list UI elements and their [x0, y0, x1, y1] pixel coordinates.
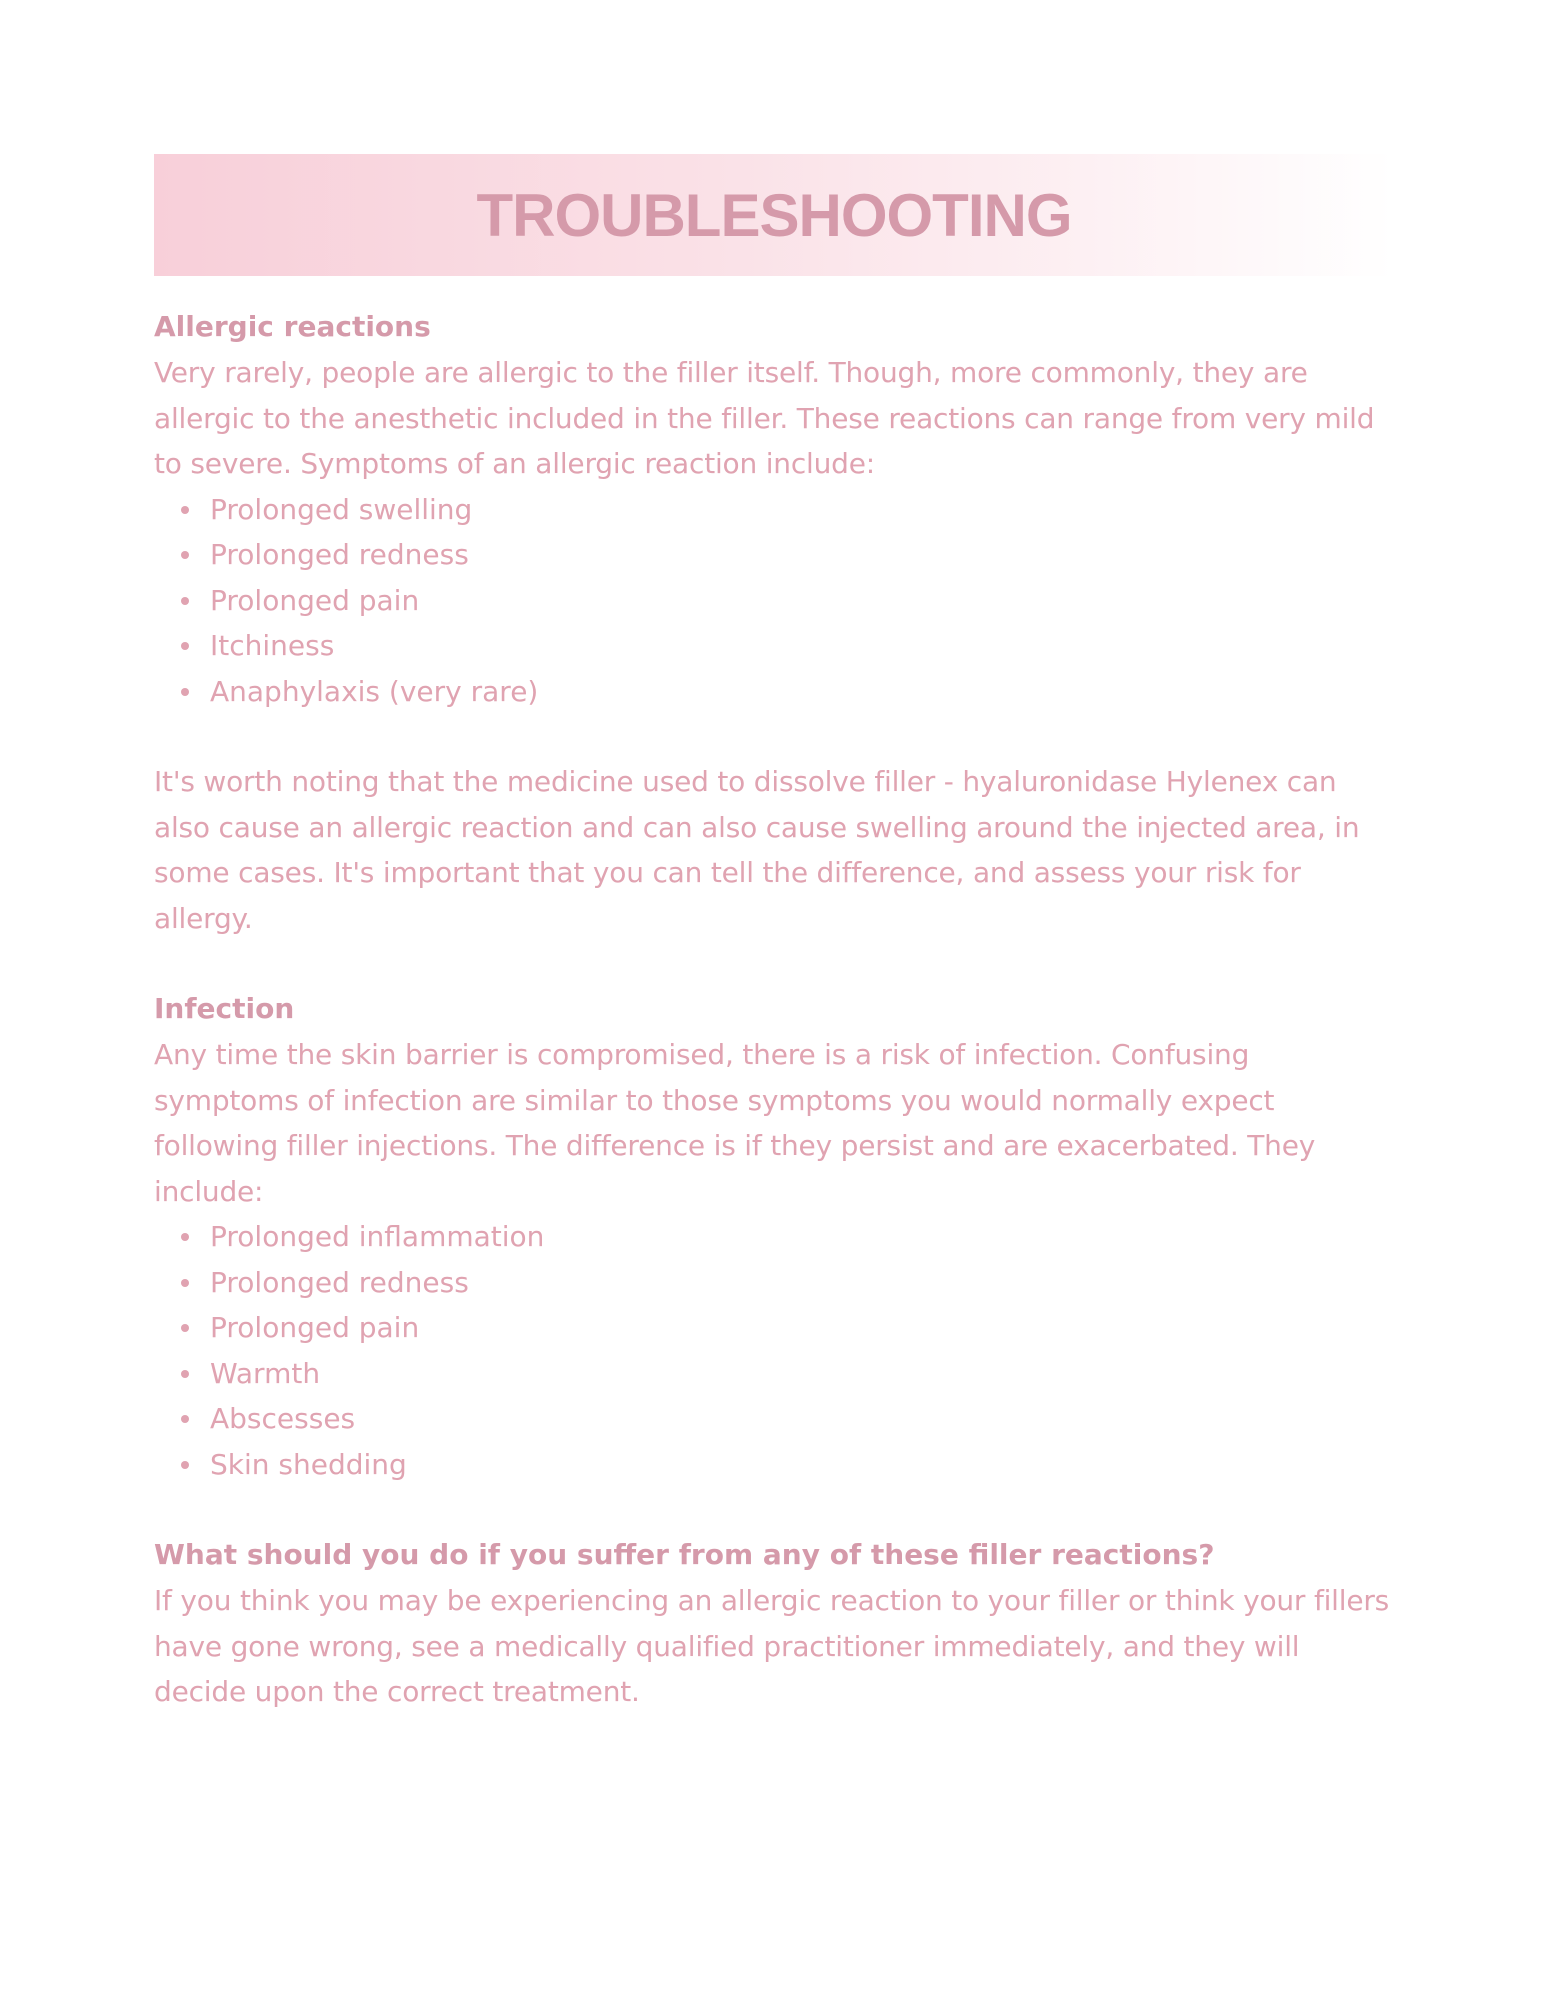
section-allergic-reactions — [154, 304, 1394, 941]
list-item: Abscesses — [210, 1396, 1394, 1442]
infection-symptom-list — [154, 1214, 1394, 1487]
document-page — [154, 154, 1394, 1715]
list-item: Warmth — [210, 1351, 1394, 1397]
page-title: TROUBLESHOOTING — [476, 181, 1072, 249]
list-item: Prolonged swelling — [210, 487, 1394, 533]
section-heading-allergic: Allergic reactions — [154, 310, 431, 343]
list-item: Prolonged pain — [210, 578, 1394, 624]
list-item: Itchiness — [210, 623, 1394, 669]
allergic-note-paragraph: It's worth noting that the medicine used to dissolve filler - hyaluronidase Hylenex can also cause an allergic reaction and can also cause swelling around the injected area, in some cases. It's important that you can tell the difference, and assess your risk for allergy. — [154, 765, 1360, 935]
infection-intro-paragraph: Any time the skin barrier is compromised, there is a risk of infection. Confusing symptoms of infection are similar to those symptoms you would normally expect following filler injections. The difference is if they persist and are exacerbated. They include: — [154, 1038, 1316, 1208]
list-item: Skin shedding — [210, 1442, 1394, 1488]
section-heading-infection: Infection — [154, 992, 295, 1025]
section-infection — [154, 986, 1394, 1487]
list-item: Prolonged redness — [210, 1260, 1394, 1306]
list-item: Prolonged inflammation — [210, 1214, 1394, 1260]
section-heading-action: What should you do if you suffer from any of these filler reactions? — [154, 1538, 1215, 1571]
allergic-intro-paragraph: Very rarely, people are allergic to the filler itself. Though, more commonly, they are allergic to the anesthetic included in the filler. These reactions can range from very mild to severe. Symptoms of an allergic reaction include: — [154, 356, 1375, 480]
section-what-to-do — [154, 1532, 1394, 1715]
allergic-symptom-list — [154, 487, 1394, 715]
title-banner — [154, 154, 1394, 276]
list-item: Prolonged pain — [210, 1305, 1394, 1351]
action-body-paragraph: If you think you may be experiencing an allergic reaction to your filler or think your fillers have gone wrong, see a medically qualified practitioner immediately, and they will decide upon the correct treatment. — [154, 1584, 1390, 1708]
list-item: Anaphylaxis (very rare) — [210, 669, 1394, 715]
list-item: Prolonged redness — [210, 532, 1394, 578]
